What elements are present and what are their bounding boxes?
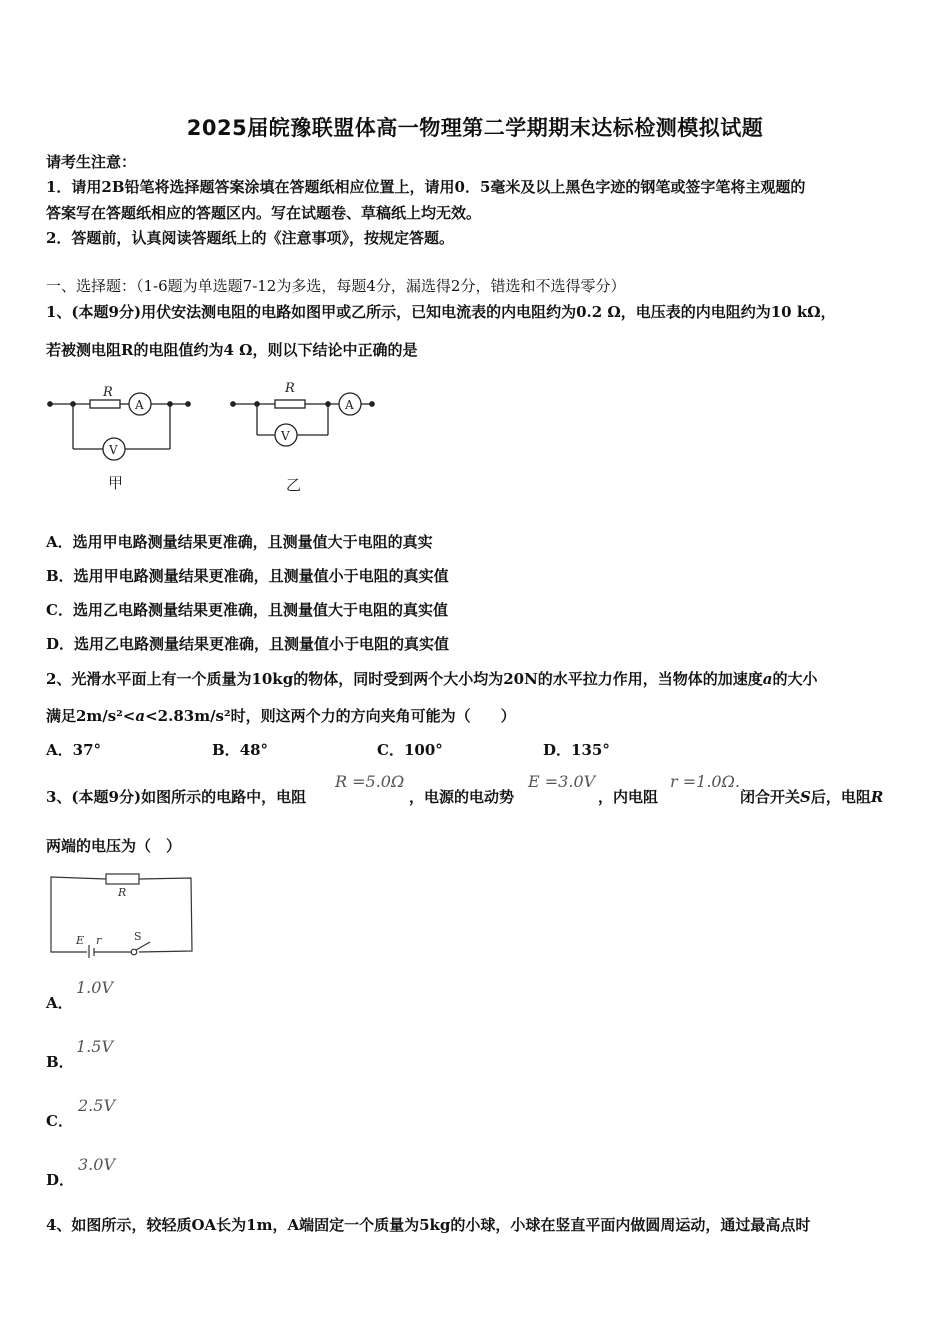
- section-heading: 一、选择题：（1-6题为单选题7-12为多选，每题4分，漏选得2分，错选和不选得零分）: [46, 277, 626, 295]
- jia-A-label: A: [135, 398, 144, 412]
- q3-fig-r-label: r: [96, 934, 102, 947]
- q2-option-d: D．135°: [543, 741, 610, 759]
- q1-option-a: A．选用甲电路测量结果更准确，且测量值大于电阻的真实: [46, 533, 433, 551]
- q3-option-c-label: C．: [46, 1112, 73, 1130]
- q3-fig-E-label: E: [76, 934, 85, 947]
- q1-option-d: D．选用乙电路测量结果更准确，且测量值小于电阻的真实值: [46, 635, 450, 653]
- jia-R-label: R: [103, 385, 113, 400]
- q3-stem-line2: 两端的电压为（ ）: [46, 837, 182, 855]
- notice-heading: 请考生注意：: [46, 153, 137, 171]
- q1-stem-line2: 若被测电阻R的电阻值约为4 Ω，则以下结论中正确的是: [46, 341, 418, 359]
- q2-option-a: A．37°: [46, 741, 102, 759]
- resistor-icon: [106, 874, 139, 884]
- q3-option-b-value: 1.5V: [76, 1037, 113, 1056]
- q2-option-b: B．48°: [212, 741, 269, 759]
- q3-stem-part4: 闭合开关S后，电阻R: [740, 788, 884, 806]
- notice-item-2: 2．答题前，认真阅读答题纸上的《注意事项》，按规定答题。: [46, 229, 454, 247]
- q3-option-a-value: 1.0V: [76, 978, 113, 997]
- q3-option-c-value: 2.5V: [78, 1096, 115, 1115]
- q3-fig-R-label: R: [118, 886, 127, 899]
- q3-option-d-label: D．: [46, 1171, 75, 1189]
- q3-fig-S-label: S: [134, 930, 142, 943]
- q3-stem-part3: ，内电阻: [598, 788, 659, 806]
- q3-option-a-label: A．: [46, 994, 73, 1012]
- q1-stem-line1: 1、(本题9分)用伏安法测电阻的电路如图甲或乙所示，已知电流表的内电阻约为0.2 Ω，电压表的内电阻约为10 kΩ，: [46, 303, 836, 321]
- yi-R-label: R: [285, 381, 295, 396]
- q3-math-R: R =5.0Ω: [335, 772, 405, 791]
- page-title: 2025届皖豫联盟体高一物理第二学期期末达标检测模拟试题: [186, 116, 764, 140]
- jia-label: 甲: [108, 474, 124, 492]
- q2-option-c: C．100°: [377, 741, 443, 759]
- circuit-jia: [48, 393, 190, 460]
- resistor-icon: [275, 400, 305, 408]
- yi-label: 乙: [286, 476, 302, 494]
- q2-stem-line2: 满足2m/s²<a<2.83m/s²时，则这两个力的方向夹角可能为（ ）: [46, 707, 516, 725]
- q3-circuit-figure: [44, 866, 199, 958]
- q2-stem-line1: 2、光滑水平面上有一个质量为10kg的物体，同时受到两个大小均为20N的水平拉力作用，当物体的加速度a的大小: [46, 670, 818, 688]
- switch-icon: [131, 949, 137, 955]
- q3-math-r: r =1.0Ω.: [670, 772, 740, 791]
- q3-math-E: E =3.0V: [528, 772, 596, 791]
- jia-V-label: V: [109, 443, 118, 457]
- q1-option-c: C．选用乙电路测量结果更准确，且测量值大于电阻的真实值: [46, 601, 448, 619]
- resistor-icon: [90, 400, 120, 408]
- notice-item-1: 1．请用2B铅笔将选择题答案涂填在答题纸相应位置上，请用0．5毫米及以上黑色字迹的钢笔或签字笔将主观题的: [46, 178, 806, 196]
- q3-stem-part2: ，电源的电动势: [409, 788, 515, 806]
- q4-stem-line1: 4、如图所示，较轻质OA长为1m，A端固定一个质量为5kg的小球，小球在竖直平面内做圆周运动，通过最高点时: [46, 1216, 811, 1234]
- q3-option-b-label: B．: [46, 1053, 74, 1071]
- q1-option-b: B．选用甲电路测量结果更准确，且测量值小于电阻的真实值: [46, 567, 449, 585]
- q3-stem-part1: 3、(本题9分)如图所示的电路中，电阻: [46, 788, 307, 806]
- q1-circuit-figures: [40, 372, 390, 502]
- yi-V-label: V: [281, 429, 290, 443]
- notice-item-1-cont: 答案写在答题纸相应的答题区内。写在试题卷、草稿纸上均无效。: [46, 204, 482, 222]
- q3-option-d-value: 3.0V: [78, 1155, 115, 1174]
- yi-A-label: A: [345, 398, 354, 412]
